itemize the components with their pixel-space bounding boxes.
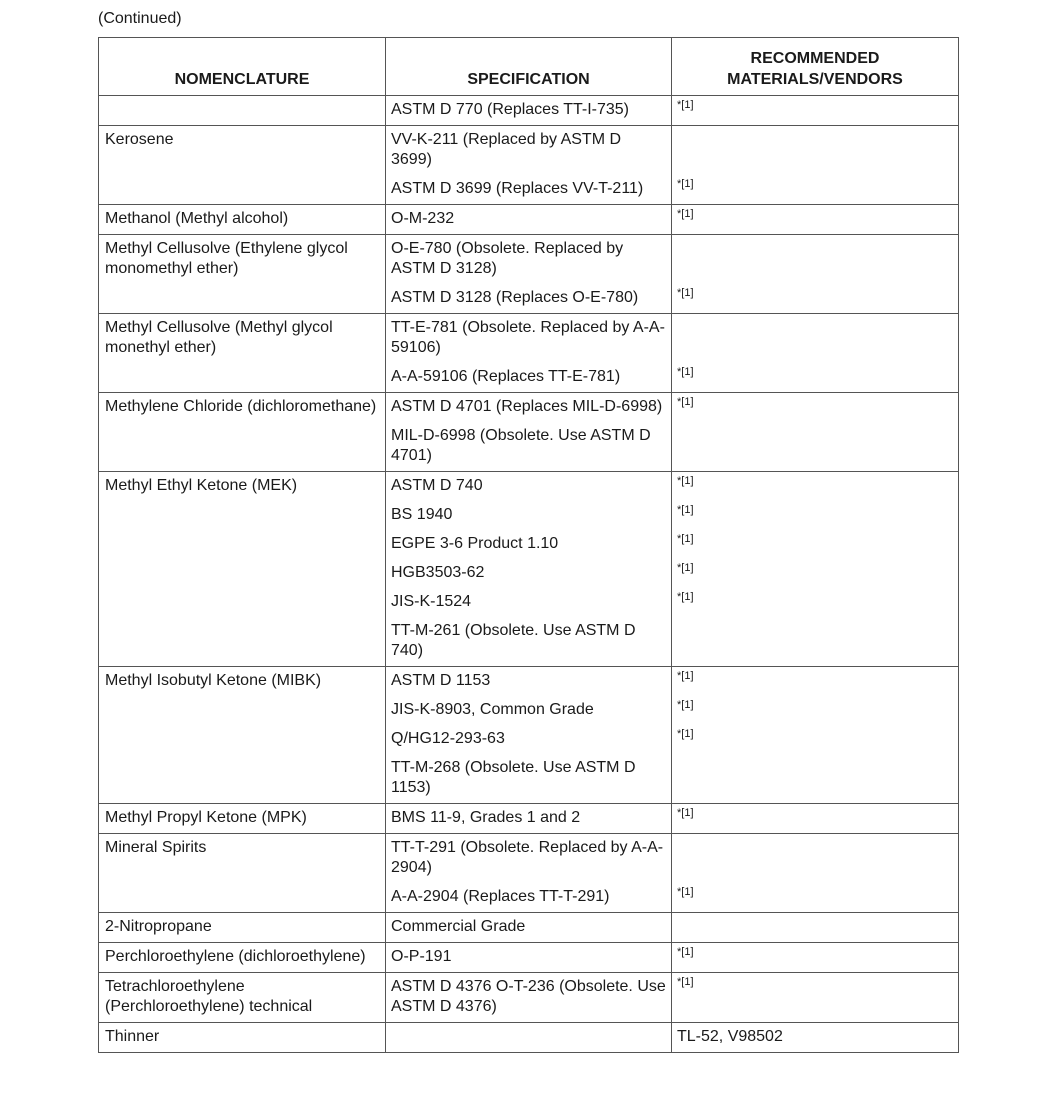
specification-cell <box>386 913 672 943</box>
vendor-reference-note <box>672 96 958 125</box>
specification-cell <box>386 205 672 235</box>
table-row <box>99 834 959 913</box>
vendor-reference-marker: *[1] <box>677 670 694 682</box>
vendor-reference-note <box>672 559 958 588</box>
nomenclature-cell: Tetrachloroethylene (Perchloroethylene) technical <box>99 973 386 1023</box>
specification-entry: ASTM D 3699 (Replaces VV-T-211) <box>391 180 644 197</box>
nomenclature-cell: Methyl Cellusolve (Methyl glycol monethyl ether) <box>99 314 386 393</box>
specification-entry: A-A-2904 (Replaces TT-T-291) <box>391 888 610 905</box>
specification-cell <box>386 834 672 913</box>
specification-entry: EGPE 3-6 Product 1.10 <box>391 535 559 552</box>
header-nomenclature: NOMENCLATURE <box>99 38 386 96</box>
table-row <box>99 235 959 314</box>
recommended-cell <box>672 393 959 472</box>
header-recommended-line2: MATERIALS/VENDORS <box>727 71 903 88</box>
specification-entry: BMS 11-9, Grades 1 and 2 <box>391 809 581 826</box>
vendor-reference-note <box>672 205 958 234</box>
table-row <box>99 1023 959 1053</box>
vendor-reference-marker: *[1] <box>677 366 694 378</box>
nomenclature-cell: 2-Nitropropane <box>99 913 386 943</box>
specification-cell <box>386 314 672 393</box>
table-row <box>99 667 959 804</box>
vendor-entry <box>672 314 958 363</box>
specification-entry <box>386 1023 671 1052</box>
specification-cell <box>386 96 672 126</box>
specification-entry: O-E-780 (Obsolete. Replaced by ASTM D 3128) <box>391 240 624 277</box>
recommended-cell <box>672 667 959 804</box>
vendor-reference-marker: *[1] <box>677 699 694 711</box>
nomenclature-cell: Methanol (Methyl alcohol) <box>99 205 386 235</box>
specification-entry: TT-M-268 (Obsolete. Use ASTM D 1153) <box>391 759 636 796</box>
header-specification: SPECIFICATION <box>386 38 672 96</box>
specification-entry: O-M-232 <box>391 210 455 227</box>
header-recommended <box>672 38 959 96</box>
recommended-cell <box>672 235 959 314</box>
vendor-reference-marker: *[1] <box>677 208 694 220</box>
recommended-cell <box>672 943 959 973</box>
vendor-entry: TL-52, V98502 <box>677 1028 783 1045</box>
nomenclature-cell: Perchloroethylene (dichloroethylene) <box>99 943 386 973</box>
specification-entry: ASTM D 4376 O-T-236 (Obsolete. Use ASTM D 4376) <box>391 978 666 1015</box>
recommended-cell <box>672 126 959 205</box>
recommended-cell <box>672 96 959 126</box>
vendor-reference-marker: *[1] <box>677 886 694 898</box>
vendor-reference-marker: *[1] <box>677 946 694 958</box>
specification-entry: BS 1940 <box>391 506 453 523</box>
recommended-cell <box>672 834 959 913</box>
vendor-entry <box>672 754 958 803</box>
specification-entry: JIS-K-8903, Common Grade <box>391 701 594 718</box>
specification-entry: ASTM D 740 <box>391 477 483 494</box>
vendor-reference-marker: *[1] <box>677 475 694 487</box>
vendor-reference-note <box>672 588 958 617</box>
vendor-reference-note <box>672 501 958 530</box>
vendor-reference-marker: *[1] <box>677 287 694 299</box>
specification-entry: HGB3503-62 <box>391 564 485 581</box>
nomenclature-cell: Methyl Isobutyl Ketone (MIBK) <box>99 667 386 804</box>
vendor-reference-note <box>672 667 958 696</box>
vendor-reference-marker: *[1] <box>677 504 694 516</box>
vendor-reference-note <box>672 175 958 204</box>
specification-entry: ASTM D 1153 <box>391 672 491 689</box>
vendor-reference-note <box>672 804 958 833</box>
recommended-cell <box>672 973 959 1023</box>
nomenclature-cell: Thinner <box>99 1023 386 1053</box>
specification-cell <box>386 235 672 314</box>
vendor-reference-note <box>672 725 958 754</box>
table-row <box>99 943 959 973</box>
recommended-cell <box>672 314 959 393</box>
specification-entry: ASTM D 4701 (Replaces MIL-D-6998) <box>391 398 663 415</box>
specification-entry: A-A-59106 (Replaces TT-E-781) <box>391 368 621 385</box>
specification-entry: TT-E-781 (Obsolete. Replaced by A-A-59106) <box>391 319 665 356</box>
recommended-cell <box>672 913 959 943</box>
table-row <box>99 205 959 235</box>
specification-entry: TT-T-291 (Obsolete. Replaced by A-A-2904) <box>391 839 664 876</box>
specification-entry: MIL-D-6998 (Obsolete. Use ASTM D 4701) <box>391 427 651 464</box>
recommended-cell <box>672 804 959 834</box>
specification-entry: ASTM D 770 (Replaces TT-I-735) <box>391 101 630 118</box>
nomenclature-cell: Kerosene <box>99 126 386 205</box>
nomenclature-cell: Methyl Propyl Ketone (MPK) <box>99 804 386 834</box>
vendor-reference-marker: *[1] <box>677 591 694 603</box>
vendor-entry <box>672 422 958 471</box>
vendor-reference-marker: *[1] <box>677 396 694 408</box>
vendor-entry <box>672 834 958 883</box>
vendor-entry <box>672 126 958 175</box>
nomenclature-cell: Methyl Ethyl Ketone (MEK) <box>99 472 386 667</box>
specification-cell <box>386 973 672 1023</box>
vendor-reference-note <box>672 472 958 501</box>
specification-entry: TT-M-261 (Obsolete. Use ASTM D 740) <box>391 622 636 659</box>
table-row <box>99 973 959 1023</box>
specification-entry: ASTM D 3128 (Replaces O-E-780) <box>391 289 639 306</box>
recommended-cell <box>672 1023 959 1053</box>
vendor-reference-marker: *[1] <box>677 807 694 819</box>
specification-entry: Commercial Grade <box>391 918 526 935</box>
vendor-reference-note <box>672 393 958 422</box>
specification-cell <box>386 393 672 472</box>
continued-label: (Continued) <box>98 10 182 27</box>
table-row <box>99 314 959 393</box>
vendor-reference-marker: *[1] <box>677 178 694 190</box>
nomenclature-cell <box>99 96 386 126</box>
vendor-reference-note <box>672 530 958 559</box>
vendor-reference-marker: *[1] <box>677 533 694 545</box>
vendor-reference-marker: *[1] <box>677 99 694 111</box>
vendor-entry <box>672 913 958 942</box>
materials-table <box>98 37 959 1053</box>
table-row <box>99 126 959 205</box>
table-row <box>99 393 959 472</box>
table-row <box>99 913 959 943</box>
vendor-reference-note <box>672 883 958 912</box>
vendor-entry <box>672 617 958 666</box>
specification-cell <box>386 667 672 804</box>
specification-cell <box>386 804 672 834</box>
vendor-reference-note <box>672 363 958 392</box>
header-recommended-line1: RECOMMENDED <box>750 50 880 67</box>
specification-entry: Q/HG12-293-63 <box>391 730 505 747</box>
nomenclature-cell: Methylene Chloride (dichloromethane) <box>99 393 386 472</box>
table-row <box>99 804 959 834</box>
specification-cell <box>386 1023 672 1053</box>
specification-cell <box>386 943 672 973</box>
vendor-entry <box>672 235 958 284</box>
vendor-reference-note <box>672 943 958 972</box>
recommended-cell <box>672 205 959 235</box>
nomenclature-cell: Methyl Cellusolve (Ethylene glycol monomethyl ether) <box>99 235 386 314</box>
specification-cell <box>386 126 672 205</box>
vendor-reference-note <box>672 284 958 313</box>
vendor-reference-marker: *[1] <box>677 562 694 574</box>
vendor-reference-note <box>672 973 958 1022</box>
nomenclature-cell: Mineral Spirits <box>99 834 386 913</box>
specification-entry: O-P-191 <box>391 948 452 965</box>
vendor-reference-marker: *[1] <box>677 976 694 988</box>
recommended-cell <box>672 472 959 667</box>
vendor-reference-marker: *[1] <box>677 728 694 740</box>
table-header-row <box>99 38 959 96</box>
specification-entry: VV-K-211 (Replaced by ASTM D 3699) <box>391 131 622 168</box>
specification-cell <box>386 472 672 667</box>
vendor-reference-note <box>672 696 958 725</box>
table-row <box>99 472 959 667</box>
specification-entry: JIS-K-1524 <box>391 593 472 610</box>
table-row <box>99 96 959 126</box>
